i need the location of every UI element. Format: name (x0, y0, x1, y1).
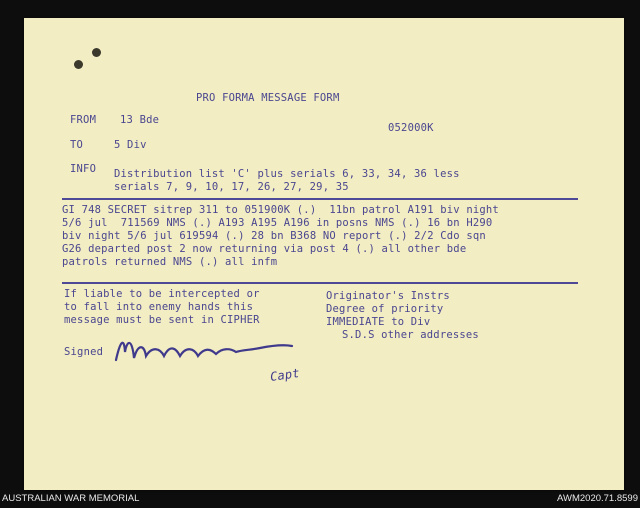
divider-bottom (62, 282, 578, 284)
originator-line: Degree of priority (326, 303, 444, 315)
handwritten-signature (110, 330, 300, 366)
message-line: G26 departed post 2 now returning via post 4 (.) all other bde (62, 243, 467, 255)
punch-hole (92, 48, 101, 57)
punch-hole (74, 60, 83, 69)
datetime-group: 052000K (388, 122, 434, 134)
info-line-2: serials 7, 9, 10, 17, 26, 27, 29, 35 (114, 181, 349, 193)
message-line: patrols returned NMS (.) all infm (62, 256, 278, 268)
cipher-note-line: to fall into enemy hands this (64, 301, 254, 313)
originator-line: IMMEDIATE to Div (326, 316, 431, 328)
signature-rank: Capt (269, 366, 301, 384)
from-value: 13 Bde (120, 114, 160, 126)
from-label: FROM (70, 114, 97, 126)
info-line-1: Distribution list 'C' plus serials 6, 33, 34, 36 less (114, 168, 460, 180)
to-label: TO (70, 139, 84, 151)
signed-label: Signed (64, 346, 104, 358)
form-title: PRO FORMA MESSAGE FORM (196, 92, 340, 104)
to-value: 5 Div (114, 139, 147, 151)
originator-line: Originator's Instrs (326, 290, 450, 302)
footer-institution: AUSTRALIAN WAR MEMORIAL (2, 493, 140, 504)
info-label: INFO (70, 163, 97, 175)
message-line: 5/6 jul 711569 NMS (.) A193 A195 A196 in posns NMS (.) 16 bn H290 (62, 217, 493, 229)
divider-top (62, 198, 578, 200)
originator-line: S.D.S other addresses (342, 329, 479, 341)
message-form-paper (24, 18, 624, 490)
message-line: GI 748 SECRET sitrep 311 to 051900K (.) 11bn patrol A191 biv night (62, 204, 499, 216)
cipher-note-line: If liable to be intercepted or (64, 288, 260, 300)
cipher-note-line: message must be sent in CIPHER (64, 314, 260, 326)
message-line: biv night 5/6 jul 619594 (.) 28 bn B368 NO report (.) 2/2 Cdo sqn (62, 230, 486, 242)
footer-accession-number: AWM2020.71.8599 (557, 493, 638, 504)
